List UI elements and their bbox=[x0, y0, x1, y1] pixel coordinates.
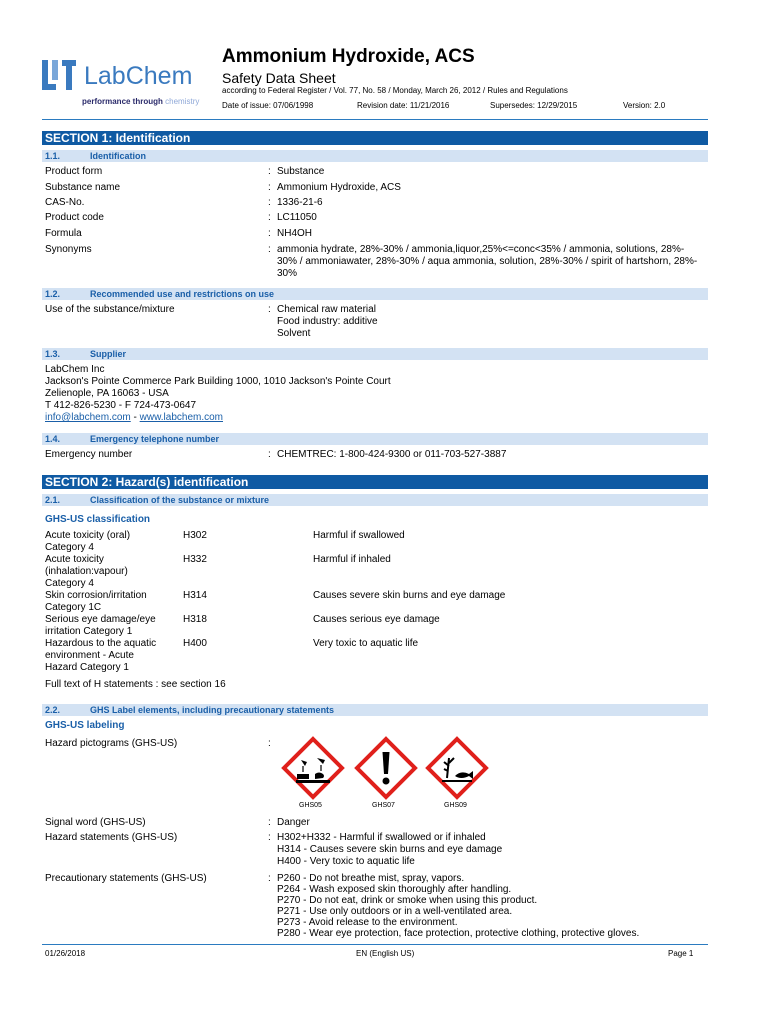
precautionary-statement: P260 - Do not breathe mist, spray, vapors. bbox=[277, 873, 465, 884]
supplier-address: Jackson's Pointe Commerce Park Building 1000, 1010 Jackson's Pointe Court bbox=[45, 376, 391, 387]
hazard-class-name: Acute toxicity (oral) bbox=[45, 530, 131, 541]
hazard-code: H318 bbox=[183, 614, 207, 625]
precautionary-label: Precautionary statements (GHS-US) bbox=[45, 873, 207, 884]
emergency-label: Emergency number bbox=[45, 449, 133, 460]
use-value: Food industry: additive bbox=[277, 316, 378, 327]
document-subtitle: Safety Data Sheet bbox=[222, 70, 336, 86]
footer-language: EN (English US) bbox=[356, 949, 415, 958]
hazard-class-name: Serious eye damage/eye bbox=[45, 614, 156, 625]
hazard-text: Causes serious eye damage bbox=[313, 614, 440, 625]
hazard-text: Harmful if inhaled bbox=[313, 554, 391, 565]
supplier-city: Zelienople, PA 16063 - USA bbox=[45, 388, 169, 399]
row-value: NH4OH bbox=[277, 228, 313, 239]
precautionary-statement: P264 - Wash exposed skin thoroughly after handling. bbox=[277, 884, 512, 895]
hazard-text: Very toxic to aquatic life bbox=[313, 638, 419, 649]
hazard-class-name: Acute toxicity bbox=[45, 554, 104, 565]
row-value: Substance bbox=[277, 166, 325, 177]
hazard-class-name: (inhalation:vapour) bbox=[45, 566, 128, 577]
subsection-2-1: 2.1. Classification of the substance or mixture bbox=[42, 494, 708, 506]
subsection-1-3: 1.3. Supplier bbox=[42, 348, 708, 360]
pictogram-caption: GHS09 bbox=[444, 802, 467, 809]
row-label: Substance name bbox=[45, 182, 121, 193]
ghs-labeling-title: GHS-US labeling bbox=[45, 720, 125, 731]
hazard-class-name: Category 1C bbox=[45, 602, 102, 613]
footer-date: 01/26/2018 bbox=[45, 949, 86, 958]
supplier-phone: T 412-826-5230 - F 724-473-0647 bbox=[45, 400, 197, 411]
exclamation-icon bbox=[354, 736, 418, 800]
signal-word-value: Danger bbox=[277, 817, 310, 828]
subsection-1-4: 1.4. Emergency telephone number bbox=[42, 433, 708, 445]
section-1-header: SECTION 1: Identification bbox=[42, 131, 708, 145]
use-label: Use of the substance/mixture bbox=[45, 304, 175, 315]
hazard-statement: H400 - Very toxic to aquatic life bbox=[277, 856, 415, 867]
version: Version: 2.0 bbox=[623, 101, 666, 110]
supplier-name: LabChem Inc bbox=[45, 364, 105, 375]
precautionary-statement: P271 - Use only outdoors or in a well-ventilated area. bbox=[277, 906, 513, 917]
hazard-statement: H314 - Causes severe skin burns and eye damage bbox=[277, 844, 503, 855]
hazard-class-name: irritation Category 1 bbox=[45, 626, 133, 637]
regulation-note: according to Federal Register / Vol. 77, No. 58 / Monday, March 26, 2012 / Rules and Regulations bbox=[222, 86, 568, 95]
hazard-code: H400 bbox=[183, 638, 207, 649]
row-label: Synonyms bbox=[45, 244, 92, 255]
hazard-statement: H302+H332 - Harmful if swallowed or if inhaled bbox=[277, 832, 486, 843]
synonyms-line: ammonia hydrate, 28%-30% / ammonia,liquor,25%<=conc<35% / ammonia, solutions, 28%- bbox=[277, 244, 685, 255]
section-2-header: SECTION 2: Hazard(s) identification bbox=[42, 475, 708, 489]
synonyms-line: 30% bbox=[277, 268, 298, 279]
precautionary-statement: P270 - Do not eat, drink or smoke when using this product. bbox=[277, 895, 538, 906]
row-value: LC11050 bbox=[277, 212, 317, 223]
use-value: Chemical raw material bbox=[277, 304, 376, 315]
ghs-classification-title: GHS-US classification bbox=[45, 514, 151, 525]
hazard-statements-label: Hazard statements (GHS-US) bbox=[45, 832, 178, 843]
corrosion-icon bbox=[281, 736, 345, 800]
subsection-1-1: 1.1. Identification bbox=[42, 150, 708, 162]
header-divider bbox=[42, 119, 708, 120]
precautionary-statement: P273 - Avoid release to the environment. bbox=[277, 917, 458, 928]
document-title: Ammonium Hydroxide, ACS bbox=[222, 46, 475, 67]
website-link[interactable]: www.labchem.com bbox=[139, 412, 223, 423]
labchem-logo-mark bbox=[42, 60, 76, 90]
hazard-text: Harmful if swallowed bbox=[313, 530, 405, 541]
revision-date: Revision date: 11/21/2016 bbox=[357, 101, 450, 110]
row-label: Product form bbox=[45, 166, 103, 177]
subsection-2-2: 2.2. GHS Label elements, including precautionary statements bbox=[42, 704, 708, 716]
hazard-code: H302 bbox=[183, 530, 207, 541]
emergency-value: CHEMTREC: 1-800-424-9300 or 011-703-527-3887 bbox=[277, 449, 507, 460]
hazard-class-name: Skin corrosion/irritation bbox=[45, 590, 147, 601]
hazard-class-name: Category 4 bbox=[45, 542, 94, 553]
hazard-text: Causes severe skin burns and eye damage bbox=[313, 590, 506, 601]
logo-tagline: performance through chemistry bbox=[82, 97, 200, 106]
use-value: Solvent bbox=[277, 328, 311, 339]
pictogram-caption: GHS05 bbox=[299, 802, 322, 809]
issue-date: Date of issue: 07/06/1998 bbox=[222, 101, 314, 110]
hazard-class-name: environment - Acute bbox=[45, 650, 134, 661]
synonyms-line: 30% / ammoniawater, 28%-30% / aqua ammonia, solution, 28%-30% / spirit of hartshorn, 28%- bbox=[277, 256, 698, 267]
footer-divider bbox=[42, 944, 708, 945]
environment-icon bbox=[425, 736, 489, 800]
row-value: 1336-21-6 bbox=[277, 197, 323, 208]
row-label: CAS-No. bbox=[45, 197, 85, 208]
pictogram-caption: GHS07 bbox=[372, 802, 395, 809]
hazard-class-name: Category 4 bbox=[45, 578, 94, 589]
supplier-contacts: info@labchem.com - www.labchem.com bbox=[45, 412, 223, 423]
hazard-class-name: Hazardous to the aquatic bbox=[45, 638, 157, 649]
row-value: Ammonium Hydroxide, ACS bbox=[277, 182, 401, 193]
footer-page: Page 1 bbox=[668, 949, 694, 958]
email-link[interactable]: info@labchem.com bbox=[45, 412, 131, 423]
row-label: Formula bbox=[45, 228, 82, 239]
subsection-1-2: 1.2. Recommended use and restrictions on use bbox=[42, 288, 708, 300]
logo-brand: LabChem bbox=[84, 62, 193, 90]
signal-word-label: Signal word (GHS-US) bbox=[45, 817, 146, 828]
hazard-class-name: Hazard Category 1 bbox=[45, 662, 129, 673]
supersedes-date: Supersedes: 12/29/2015 bbox=[490, 101, 578, 110]
precautionary-statement: P280 - Wear eye protection, face protection, protective clothing, protective gloves. bbox=[277, 928, 640, 939]
pictograms-label: Hazard pictograms (GHS-US) bbox=[45, 738, 178, 749]
full-text-note: Full text of H statements : see section 16 bbox=[45, 679, 226, 690]
row-label: Product code bbox=[45, 212, 104, 223]
hazard-code: H332 bbox=[183, 554, 207, 565]
hazard-code: H314 bbox=[183, 590, 207, 601]
